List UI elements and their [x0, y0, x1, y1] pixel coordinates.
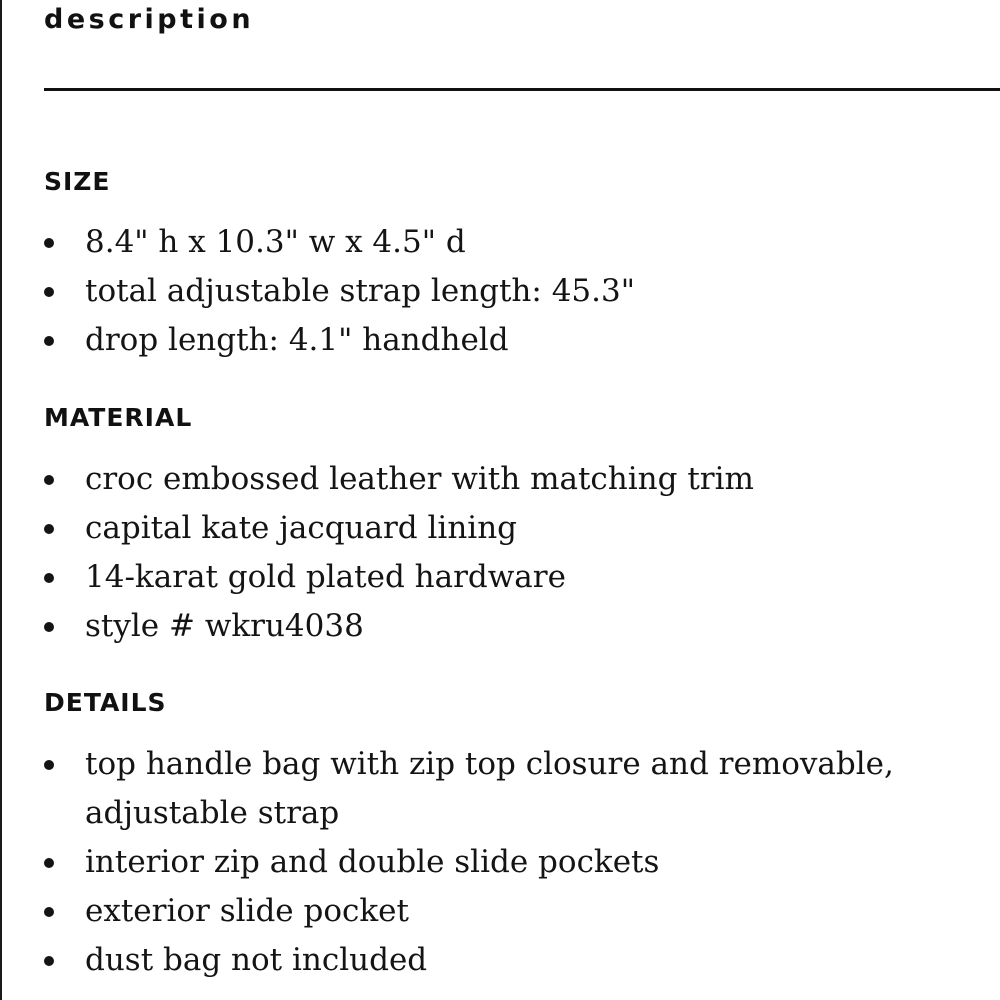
size-list	[44, 218, 984, 365]
material-item-hardware: 14-karat gold plated hardware	[85, 559, 566, 595]
list-item	[44, 936, 984, 985]
list-item	[44, 455, 984, 504]
heading-divider	[44, 88, 1000, 91]
list-item	[44, 504, 984, 553]
material-section-title: MATERIAL	[44, 403, 193, 432]
size-item-dimensions: 8.4" h x 10.3" w x 4.5" d	[85, 224, 466, 260]
details-item-dust-bag: dust bag not included	[85, 942, 428, 978]
bullet-icon	[44, 907, 54, 917]
details-section-title: DETAILS	[44, 688, 167, 717]
material-item-lining: capital kate jacquard lining	[85, 510, 518, 546]
bullet-icon	[44, 956, 54, 966]
bullet-icon	[44, 287, 54, 297]
list-item	[44, 553, 984, 602]
details-list	[44, 740, 984, 985]
details-item-interior-pockets: interior zip and double slide pockets	[85, 844, 660, 880]
bullet-icon	[44, 336, 54, 346]
bullet-icon	[44, 622, 54, 632]
material-item-leather: croc embossed leather with matching trim	[85, 461, 754, 497]
size-item-drop-length: drop length: 4.1" handheld	[85, 322, 509, 358]
description-heading: description	[44, 4, 255, 35]
material-item-style-number: style # wkru4038	[85, 608, 364, 644]
bullet-icon	[44, 238, 54, 248]
details-item-exterior-pocket: exterior slide pocket	[85, 893, 409, 929]
left-border-line	[0, 0, 2, 1000]
list-item	[44, 838, 984, 887]
bullet-icon	[44, 573, 54, 583]
list-item	[44, 602, 984, 651]
list-item	[44, 218, 984, 267]
bullet-icon	[44, 858, 54, 868]
bullet-icon	[44, 524, 54, 534]
bullet-icon	[44, 475, 54, 485]
size-item-strap-length: total adjustable strap length: 45.3"	[85, 273, 635, 309]
size-section-title: SIZE	[44, 167, 111, 196]
bullet-icon	[44, 760, 54, 770]
material-list	[44, 455, 984, 651]
details-item-closure: top handle bag with zip top closure and removable, adjustable strap	[85, 746, 894, 831]
list-item	[44, 887, 984, 936]
list-item	[44, 267, 984, 316]
list-item	[44, 740, 984, 838]
list-item	[44, 316, 984, 365]
